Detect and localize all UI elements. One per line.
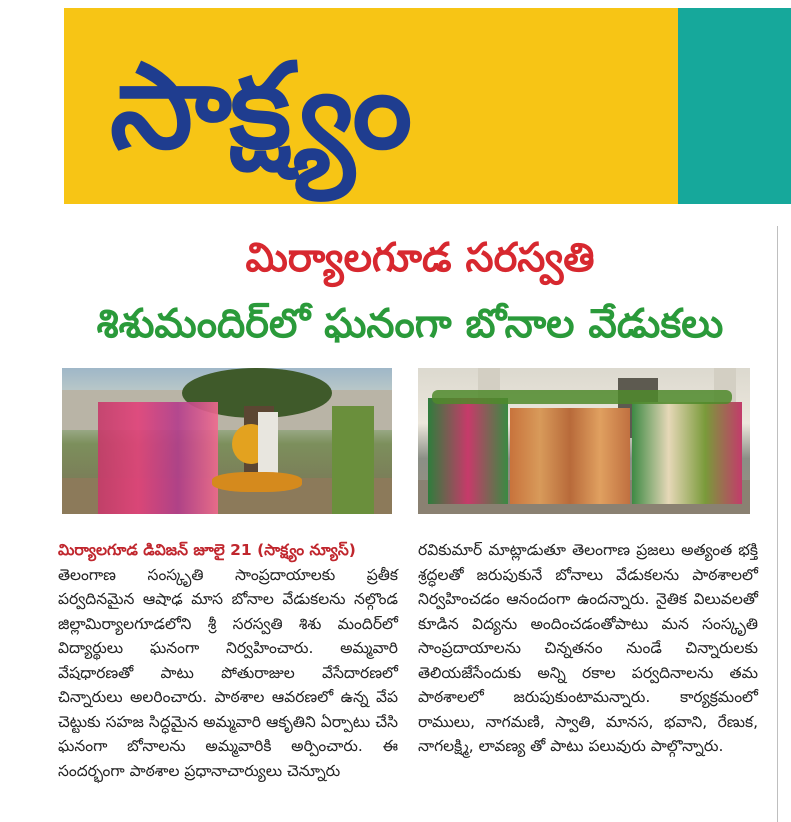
photo-man-white [258,412,278,478]
masthead-banner [64,8,791,204]
article-column-right [418,538,758,759]
photo-tree-celebration [62,368,392,514]
photo-offerings [212,472,302,492]
article-right-text: రవికుమార్ మాట్లాడుతూ తెలంగాణ ప్రజలు అత్యంత భక్తి శ్రద్ధలతో జరుపుకునే బోనాలు వేడుకలను పాఠశాలలో నిర్వహించడం ఆనందంగా ఉందన్నారు. నైతిక విలువలతో కూడిన విద్యను అందించడంతోపాటు మన సంస్కృతి సాంప్రదాయాలను చిన్నతనం నుండే చిన్నారులకు తెలియజేసేందుకు అన్ని రకాల పర్వదినాలను తమ పాఠశాలలో జరుపుకుంటామన్నారు. కార్యక్రమంలో రాములు, నాగమణి, స్వాతి, మానస, భవాని, రేణుక, నాగలక్ష్మి, లావణ్య తో పాటు పలువురు పాల్గొన్నారు. [418,541,758,755]
photo-group-right [632,402,742,504]
photo-boys-center [510,408,630,504]
photo-children-left [98,402,218,514]
headline-line-2: శిశుమందిర్‌లో ఘనంగా బోనాల వేడుకలు [96,301,724,347]
photo-woman-saree [332,406,374,514]
article-left-text: తెలంగాణ సంస్కృతి సాంప్రదాయాలకు ప్రతీక పర్వదినమైన ఆషాఢ మాస బోనాల వేడుకలను నల్గొండ జిల్లామిర్యాలగూడలోని శ్రీ సరస్వతి శిశు మందిర్‌లో విద్యార్థులు ఘనంగా నిర్వహించారు. అమ్మవారి వేషధారణతో పాటు పోతురాజుల వేసేదారణలో చిన్నారులు అలరించారు. పాఠశాల ఆవరణలో ఉన్న వేప చెట్టుకు సహజ సిద్ధమైన అమ్మవారి ఆకృతిని ఏర్పాటు చేసి ఘనంగా బోనాలను అమ్మవారికి అర్పించారు. ఈ సందర్భంగా పాఠశాల ప్రధానాచార్యులు చెన్నూరు [58,565,398,780]
article-dateline: మిర్యాలగూడ డివిజన్ జూలై 21 (సాక్ష్యం న్యూస్) [58,541,356,559]
article-column-left [58,538,398,783]
masthead-accent-block [678,8,791,204]
photo-group-left [428,398,508,504]
headline-line-1: మిర్యాలగూడ సరస్వతి [245,235,595,281]
newspaper-logo: సాక్ష్యం [110,37,411,175]
photo-children-costumes [418,368,750,514]
photo-leaf-headdresses [432,390,732,404]
